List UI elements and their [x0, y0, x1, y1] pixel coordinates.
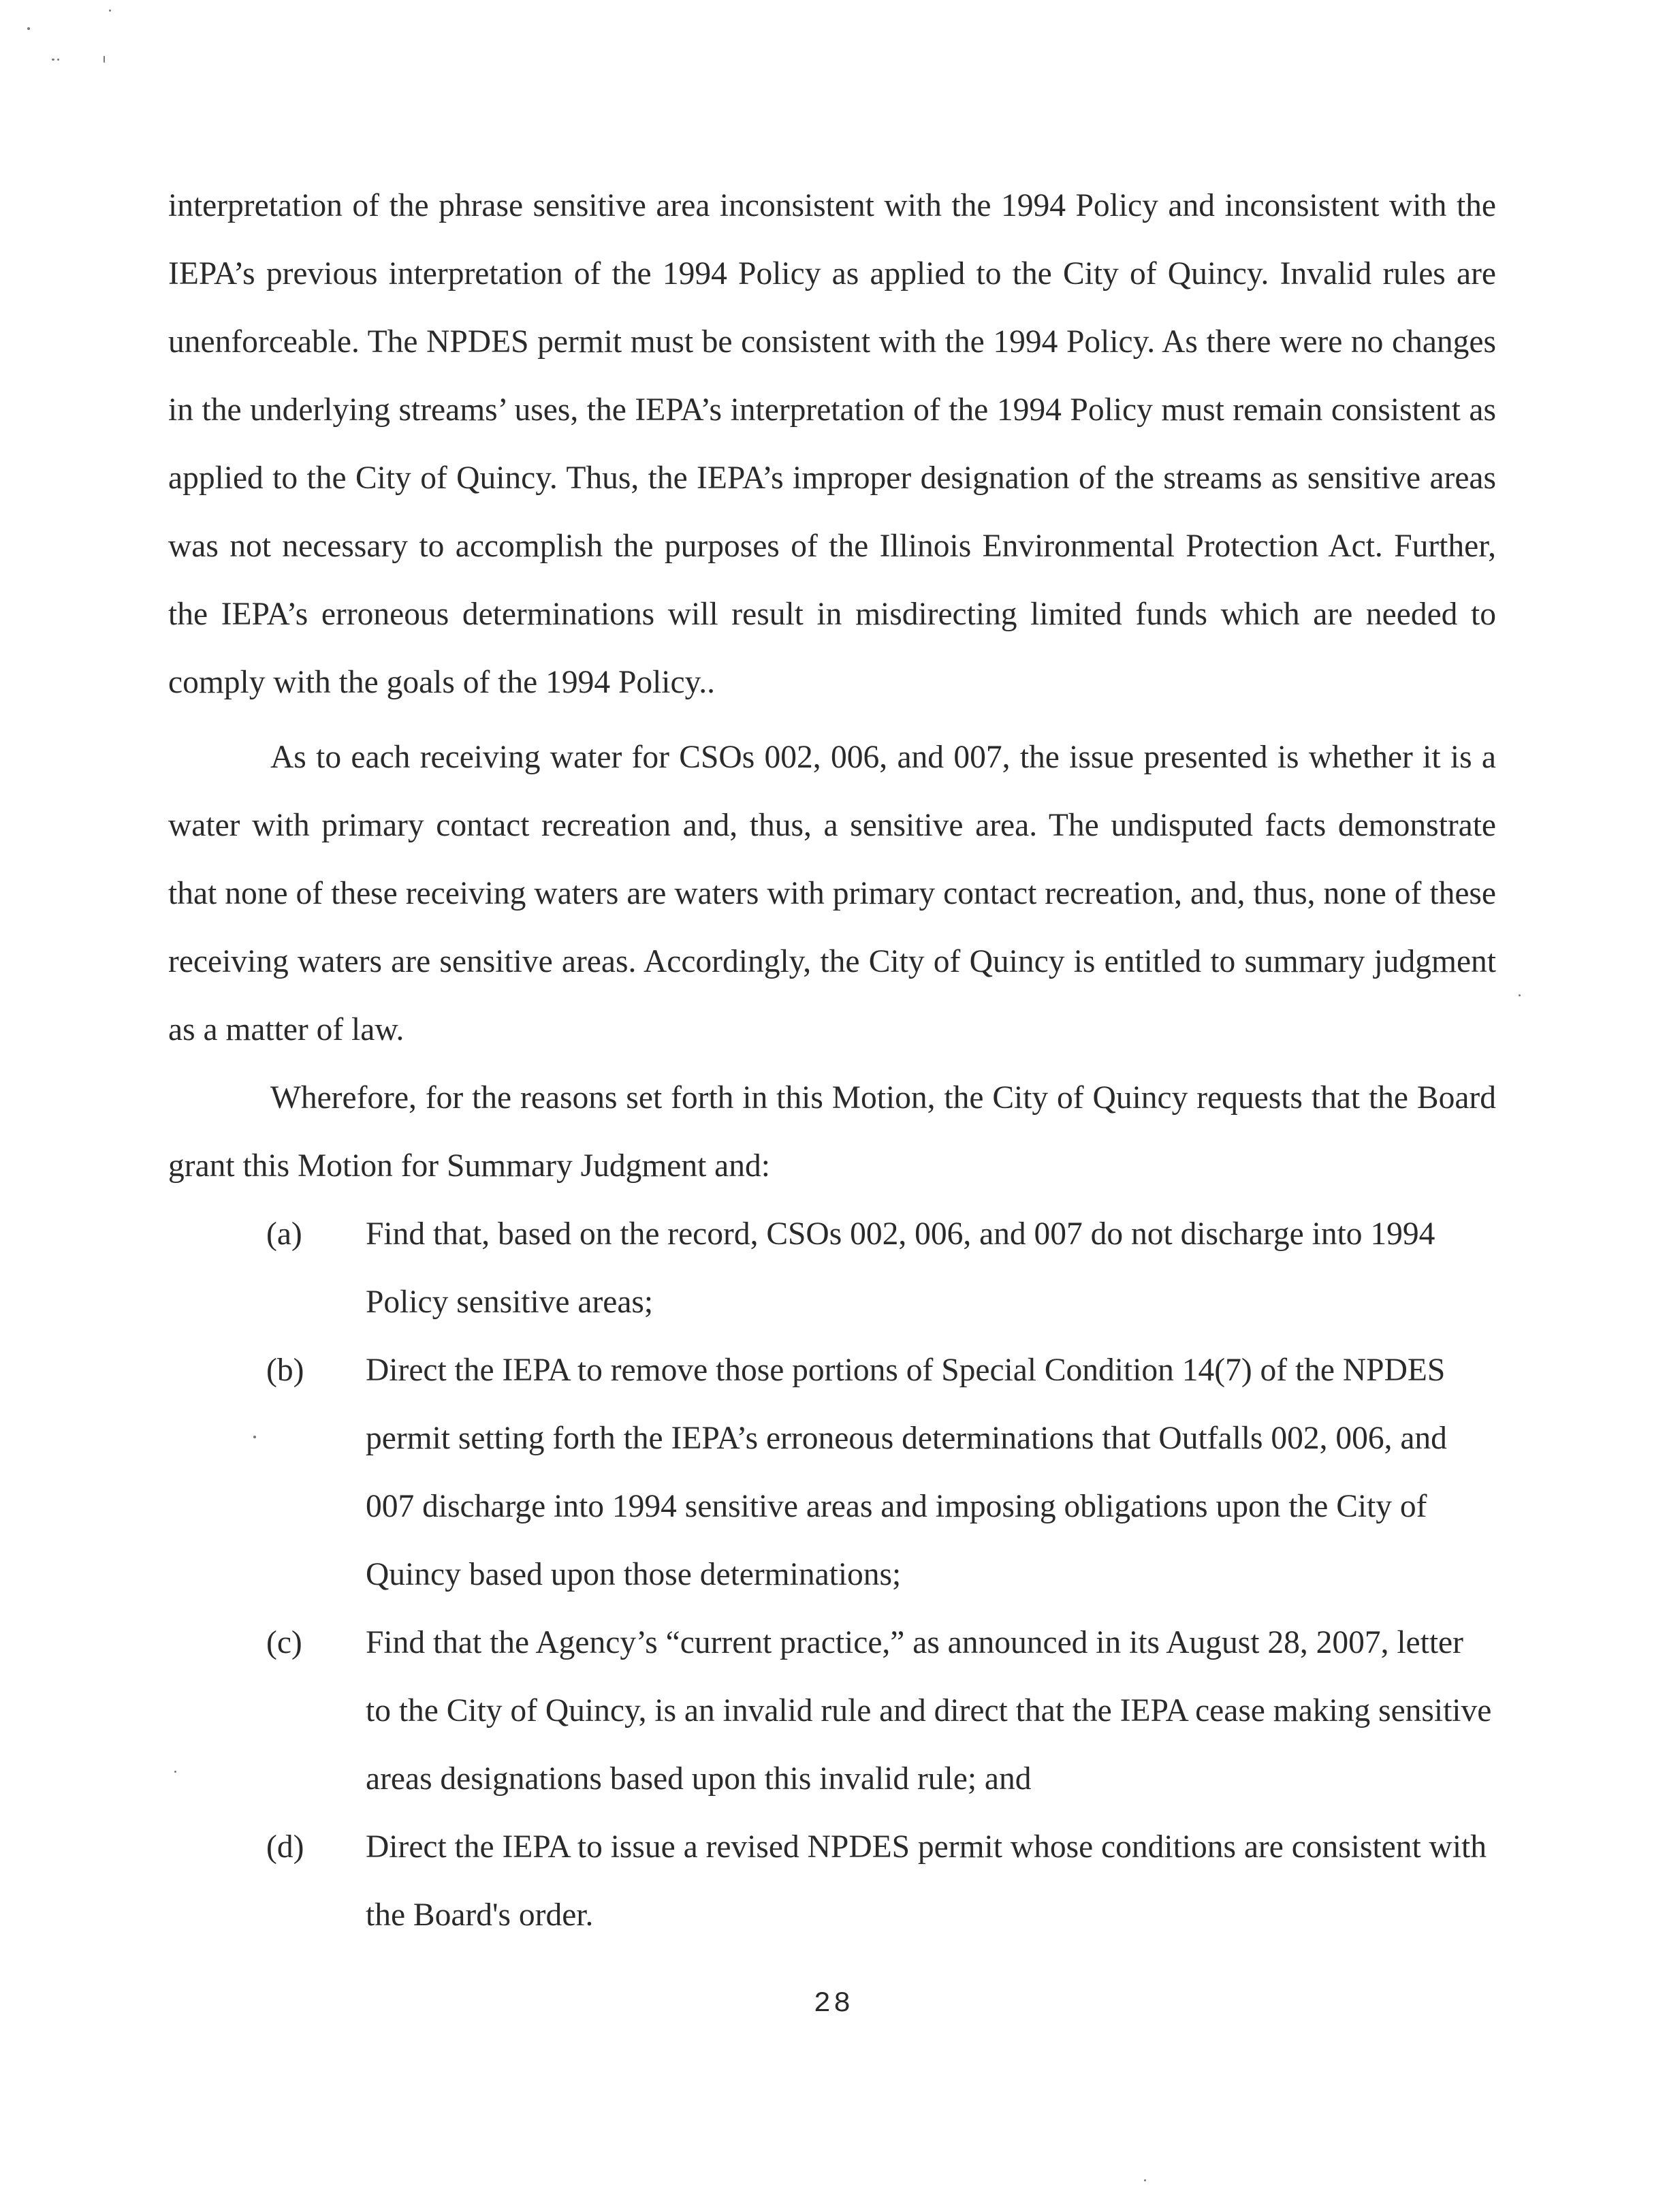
- request-item-label: (c): [266, 1625, 302, 1660]
- scan-speck: [1519, 994, 1521, 996]
- request-item-label: (a): [266, 1216, 302, 1252]
- body-paragraph: Wherefore, for the reasons set forth in this Motion, the City of Quincy requests that the Board grant this Motion for Summary Judgment and:: [168, 1080, 1496, 1184]
- request-item-text: Find that the Agency’s “current practice,” as announced in its August 28, 2007, letter to the City of Quincy, is an invalid rule and direct that the IEPA cease making sensitive areas designations based upon this invalid rule; and: [366, 1625, 1492, 1797]
- page-number: 28: [813, 1987, 854, 2020]
- scan-speck: [52, 59, 54, 61]
- scan-speck: [109, 10, 111, 12]
- scan-speck: [174, 1771, 176, 1773]
- scan-speck: [253, 1436, 256, 1438]
- scan-speck: [104, 56, 105, 63]
- scan-speck: [57, 59, 59, 61]
- request-item-text: Direct the IEPA to issue a revised NPDES permit whose conditions are consistent with the Board's order.: [366, 1829, 1487, 1933]
- request-item-text: Direct the IEPA to remove those portions of Special Condition 14(7) of the NPDES permit setting forth the IEPA’s erroneous determinations that Outfalls 002, 006, and 007 discharge into 1994 sensitive areas and imposing obligations upon the City of Quincy based upon those determinations;: [366, 1353, 1447, 1592]
- body-paragraph: interpretation of the phrase sensitive area inconsistent with the 1994 Policy and inconsistent with the IEPA’s previous interpretation of the 1994 Policy as applied to the City of Quincy. Invalid rules are unenforceable. The NPDES permit must be consistent with the 1994 Policy. As there were no changes in the underlying streams’ uses, the IEPA’s interpretation of the 1994 Policy must remain consistent as applied to the City of Quincy. Thus, the IEPA’s improper designation of the streams as sensitive areas was not necessary to accomplish the purposes of the Illinois Environmental Protection Act. Further, the IEPA’s erroneous determinations will result in misdirecting limited funds which are needed to comply with the goals of the 1994 Policy..: [168, 188, 1496, 700]
- body-paragraph: As to each receiving water for CSOs 002, 006, and 007, the issue presented is whether it is a water with primary contact recreation and, thus, a sensitive area. The undisputed facts demonstrate that none of these receiving waters are waters with primary contact recreation, and, thus, none of these receiving waters are sensitive areas. Accordingly, the City of Quincy is entitled to summary judgment as a matter of law.: [168, 740, 1496, 1047]
- scan-speck: [1144, 2179, 1146, 2181]
- request-item-text: Find that, based on the record, CSOs 002, 006, and 007 do not discharge into 1994 Policy sensitive areas;: [366, 1216, 1435, 1320]
- request-item-label: (b): [266, 1353, 304, 1388]
- request-item-label: (d): [266, 1829, 304, 1865]
- scan-speck: [27, 27, 30, 30]
